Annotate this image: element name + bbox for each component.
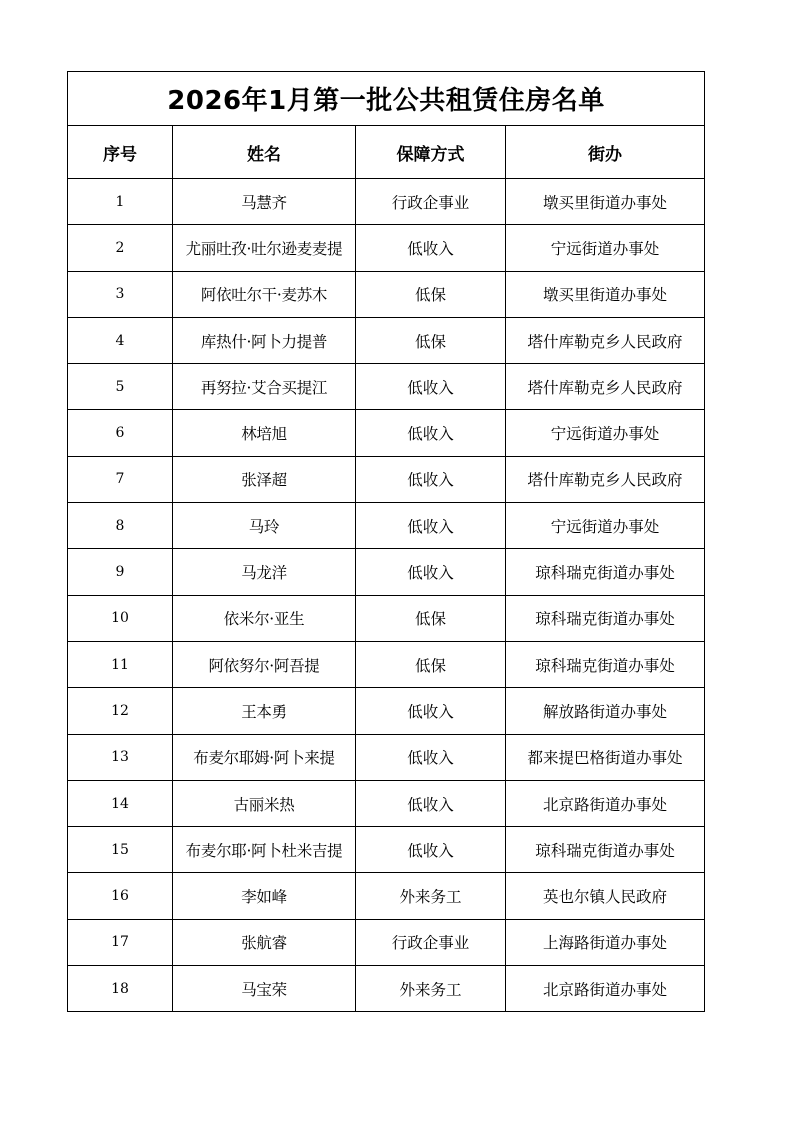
cell-seq: 9 [68, 549, 173, 595]
cell-type: 低收入 [356, 734, 506, 780]
cell-type: 低收入 [356, 410, 506, 456]
cell-office: 宁远街道办事处 [506, 410, 705, 456]
table-row [68, 919, 705, 965]
header-name: 姓名 [173, 126, 356, 179]
cell-seq: 2 [68, 225, 173, 271]
cell-office: 宁远街道办事处 [506, 225, 705, 271]
table-row [68, 966, 705, 1012]
table-row [68, 688, 705, 734]
table-row [68, 873, 705, 919]
cell-office: 解放路街道办事处 [506, 688, 705, 734]
cell-office: 北京路街道办事处 [506, 966, 705, 1012]
cell-office: 琼科瑞克街道办事处 [506, 549, 705, 595]
cell-type: 低收入 [356, 503, 506, 549]
cell-type: 外来务工 [356, 873, 506, 919]
table-row [68, 595, 705, 641]
cell-office: 北京路街道办事处 [506, 780, 705, 826]
cell-seq: 16 [68, 873, 173, 919]
cell-type: 低收入 [356, 780, 506, 826]
cell-office: 上海路街道办事处 [506, 919, 705, 965]
cell-office: 都来提巴格街道办事处 [506, 734, 705, 780]
cell-type: 行政企事业 [356, 179, 506, 225]
cell-seq: 14 [68, 780, 173, 826]
housing-list-table [67, 71, 705, 1012]
cell-seq: 18 [68, 966, 173, 1012]
cell-office: 塔什库勒克乡人民政府 [506, 317, 705, 363]
title-row [68, 72, 705, 126]
cell-type: 外来务工 [356, 966, 506, 1012]
cell-seq: 4 [68, 317, 173, 363]
header-row [68, 126, 705, 179]
cell-type: 低保 [356, 641, 506, 687]
cell-seq: 8 [68, 503, 173, 549]
table-row [68, 734, 705, 780]
cell-type: 低收入 [356, 827, 506, 873]
cell-name: 马慧齐 [173, 179, 356, 225]
cell-type: 低收入 [356, 456, 506, 502]
cell-name: 古丽米热 [173, 780, 356, 826]
cell-name: 尤丽吐孜·吐尔逊麦麦提 [173, 225, 356, 271]
cell-seq: 5 [68, 364, 173, 410]
table-row [68, 780, 705, 826]
cell-name: 阿依努尔·阿吾提 [173, 641, 356, 687]
cell-type: 低保 [356, 271, 506, 317]
table-row [68, 456, 705, 502]
header-seq: 序号 [68, 126, 173, 179]
cell-name: 李如峰 [173, 873, 356, 919]
cell-name: 张泽超 [173, 456, 356, 502]
cell-type: 低保 [356, 595, 506, 641]
table-row [68, 641, 705, 687]
cell-seq: 17 [68, 919, 173, 965]
table-row [68, 364, 705, 410]
cell-type: 行政企事业 [356, 919, 506, 965]
cell-seq: 13 [68, 734, 173, 780]
cell-name: 张航睿 [173, 919, 356, 965]
header-type: 保障方式 [356, 126, 506, 179]
cell-name: 库热什·阿卜力提普 [173, 317, 356, 363]
cell-office: 墩买里街道办事处 [506, 271, 705, 317]
table-row [68, 179, 705, 225]
table-row [68, 410, 705, 456]
cell-office: 塔什库勒克乡人民政府 [506, 456, 705, 502]
cell-name: 阿依吐尔干·麦苏木 [173, 271, 356, 317]
cell-name: 马龙洋 [173, 549, 356, 595]
cell-seq: 6 [68, 410, 173, 456]
table-row [68, 549, 705, 595]
cell-name: 马宝荣 [173, 966, 356, 1012]
table-row [68, 271, 705, 317]
cell-name: 王本勇 [173, 688, 356, 734]
cell-name: 再努拉·艾合买提江 [173, 364, 356, 410]
table-row [68, 827, 705, 873]
cell-type: 低收入 [356, 225, 506, 271]
table-row [68, 225, 705, 271]
cell-office: 琼科瑞克街道办事处 [506, 827, 705, 873]
cell-office: 宁远街道办事处 [506, 503, 705, 549]
cell-type: 低保 [356, 317, 506, 363]
table-row [68, 503, 705, 549]
cell-type: 低收入 [356, 688, 506, 734]
cell-seq: 11 [68, 641, 173, 687]
cell-name: 依米尔·亚生 [173, 595, 356, 641]
cell-seq: 15 [68, 827, 173, 873]
cell-seq: 1 [68, 179, 173, 225]
table-row [68, 317, 705, 363]
cell-type: 低收入 [356, 549, 506, 595]
cell-name: 布麦尔耶姆·阿卜来提 [173, 734, 356, 780]
cell-office: 墩买里街道办事处 [506, 179, 705, 225]
cell-office: 塔什库勒克乡人民政府 [506, 364, 705, 410]
page-title: 2026年1月第一批公共租赁住房名单 [68, 72, 705, 126]
cell-seq: 12 [68, 688, 173, 734]
cell-office: 琼科瑞克街道办事处 [506, 641, 705, 687]
cell-type: 低收入 [356, 364, 506, 410]
cell-name: 布麦尔耶·阿卜杜米吉提 [173, 827, 356, 873]
cell-office: 英也尔镇人民政府 [506, 873, 705, 919]
cell-name: 林培旭 [173, 410, 356, 456]
header-office: 街办 [506, 126, 705, 179]
cell-seq: 3 [68, 271, 173, 317]
cell-seq: 10 [68, 595, 173, 641]
cell-office: 琼科瑞克街道办事处 [506, 595, 705, 641]
cell-name: 马玲 [173, 503, 356, 549]
cell-seq: 7 [68, 456, 173, 502]
